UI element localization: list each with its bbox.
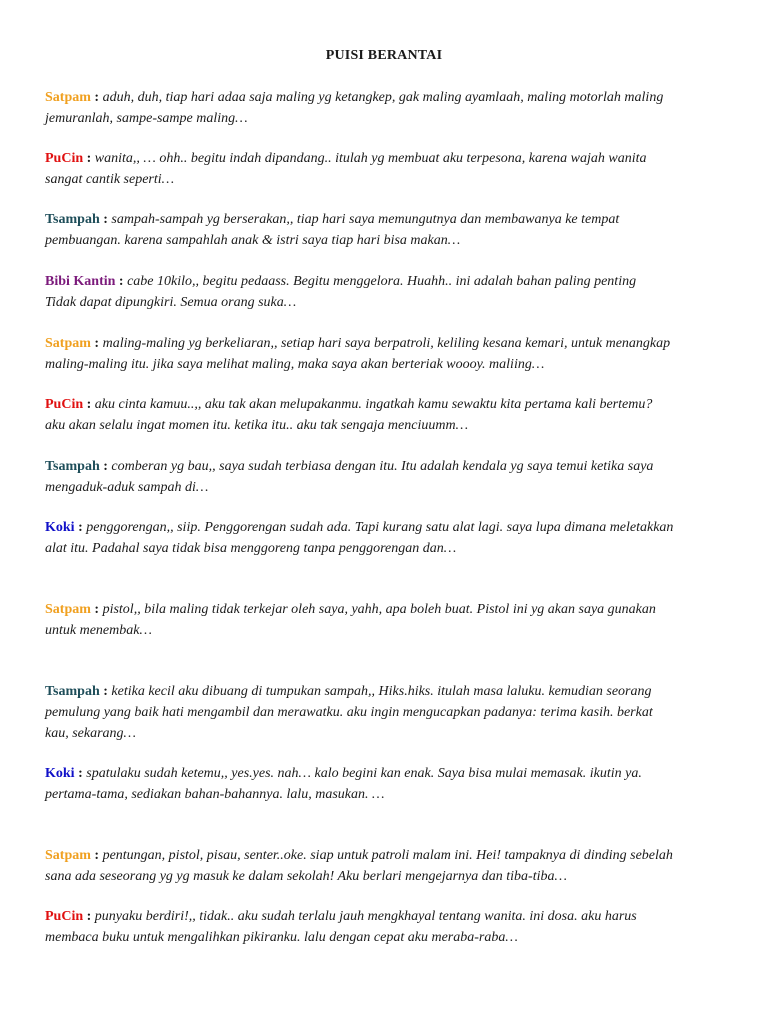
stanza-text: wanita,, … ohh.. begitu indah dipandang.. itulah yg membuat aku terpesona, karena wajah wanita [94, 151, 647, 166]
stanza-text: sangat cantik seperti… [45, 172, 175, 187]
speaker-separator: : [83, 151, 95, 166]
stanza-5 [45, 333, 735, 375]
speaker-name: Tsampah [45, 684, 100, 699]
stanza-text: Tidak dapat dipungkiri. Semua orang suka… [45, 295, 297, 310]
speaker-separator: : [83, 397, 95, 412]
stanza-text: pentungan, pistol, pisau, senter..oke. siap untuk patroli malam ini. Hei! tampaknya di dinding sebelah [102, 848, 673, 863]
speaker-name: Tsampah [45, 212, 100, 227]
stanza-12 [45, 845, 735, 887]
stanza-text: maling-maling itu. jika saya melihat maling, maka saya akan berteriak woooy. maliing… [45, 357, 545, 372]
speaker-name: PuCin [45, 151, 84, 166]
speaker-name: Satpam [45, 848, 91, 863]
stanza-text: sana ada seseorang yg yg masuk ke dalam sekolah! Aku berlari mengejarnya dan tiba-tiba… [45, 869, 567, 884]
stanza-text: pistol,, bila maling tidak terkejar oleh saya, yahh, apa boleh buat. Pistol ini yg akan saya gunakan [102, 602, 656, 617]
speaker-name: PuCin [45, 397, 84, 412]
stanza-text: maling-maling yg berkeliaran,, setiap hari saya berpatroli, keliling kesana kemari, untuk menangkap [102, 336, 671, 351]
speaker-name: Tsampah [45, 459, 100, 474]
speaker-separator: : [90, 848, 103, 863]
speaker-name: Satpam [45, 602, 91, 617]
stanza-9 [45, 599, 735, 641]
stanza-text: untuk menembak… [45, 623, 152, 638]
stanza-text: cabe 10kilo,, begitu pedaass. Begitu menggelora. Huahh.. ini adalah bahan paling penting [127, 274, 637, 289]
speaker-name: Bibi Kantin [45, 274, 116, 289]
speaker-name: PuCin [45, 909, 84, 924]
stanza-text: membaca buku untuk mengalihkan pikiranku. lalu dengan cepat aku meraba-raba… [45, 930, 518, 945]
speaker-separator: : [90, 336, 103, 351]
stanza-text: aku cinta kamuu..,, aku tak akan melupakanmu. ingatkah kamu sewaktu kita pertama kali bertemu? [94, 397, 653, 412]
speaker-name: Satpam [45, 90, 91, 105]
speaker-separator: : [74, 766, 87, 781]
speaker-separator: : [115, 274, 128, 289]
stanza-text: punyaku berdiri!,, tidak.. aku sudah terlalu jauh mengkhayal tentang wanita. ini dosa. aku harus [94, 909, 637, 924]
speaker-separator: : [90, 602, 103, 617]
stanza-text: comberan yg bau,, saya sudah terbiasa dengan itu. Itu adalah kendala yg saya temui ketika saya [111, 459, 654, 474]
speaker-name: Koki [45, 766, 75, 781]
stanza-text: pertama-tama, sediakan bahan-bahannya. lalu, masukan. … [45, 787, 385, 802]
stanza-11 [45, 763, 735, 805]
stanza-8 [45, 517, 735, 559]
stanza-text: sampah-sampah yg berserakan,, tiap hari saya memungutnya dan membawanya ke tempat [111, 212, 620, 227]
stanza-text: aduh, duh, tiap hari adaa saja maling yg ketangkep, gak maling ayamlaah, maling motorlah maling [102, 90, 664, 105]
speaker-name: Satpam [45, 336, 91, 351]
speaker-separator: : [99, 212, 112, 227]
stanza-4 [45, 271, 735, 313]
stanza-text: aku akan selalu ingat momen itu. ketika itu.. aku tak sengaja menciuumm… [45, 418, 469, 433]
stanza-1 [45, 87, 735, 129]
speaker-separator: : [90, 90, 103, 105]
speaker-separator: : [74, 520, 87, 535]
stanza-text: alat itu. Padahal saya tidak bisa menggoreng tanpa penggorengan dan… [45, 541, 457, 556]
stanza-text: ketika kecil aku dibuang di tumpukan sampah,, Hiks.hiks. itulah masa laluku. kemudian seorang [111, 684, 652, 699]
stanza-13 [45, 906, 735, 948]
stanza-text: pembuangan. karena sampahlah anak & istri saya tiap hari bisa makan… [45, 233, 461, 248]
stanza-text: pemulung yang baik hati mengambil dan merawatku. aku ingin mengucapkan padanya: terima kasih. berkat [45, 705, 653, 720]
speaker-separator: : [99, 459, 112, 474]
stanza-3 [45, 209, 735, 251]
stanza-text: mengaduk-aduk sampah di… [45, 480, 209, 495]
speaker-separator: : [99, 684, 112, 699]
stanza-2 [45, 148, 735, 190]
stanza-text: penggorengan,, siip. Penggorengan sudah ada. Tapi kurang satu alat lagi. saya lupa dimana meletakkan [86, 520, 674, 535]
stanza-6 [45, 394, 735, 436]
speaker-name: Koki [45, 520, 75, 535]
stanza-text: kau, sekarang… [45, 726, 136, 741]
stanza-text: jemuranlah, sampe-sampe maling… [45, 111, 248, 126]
page-title: PUISI BERANTAI [325, 48, 443, 63]
stanza-7 [45, 456, 735, 498]
stanza-text: spatulaku sudah ketemu,, yes.yes. nah… kalo begini kan enak. Saya bisa mulai memasak. ikutin ya. [86, 766, 642, 781]
stanza-10 [45, 681, 735, 744]
speaker-separator: : [83, 909, 95, 924]
